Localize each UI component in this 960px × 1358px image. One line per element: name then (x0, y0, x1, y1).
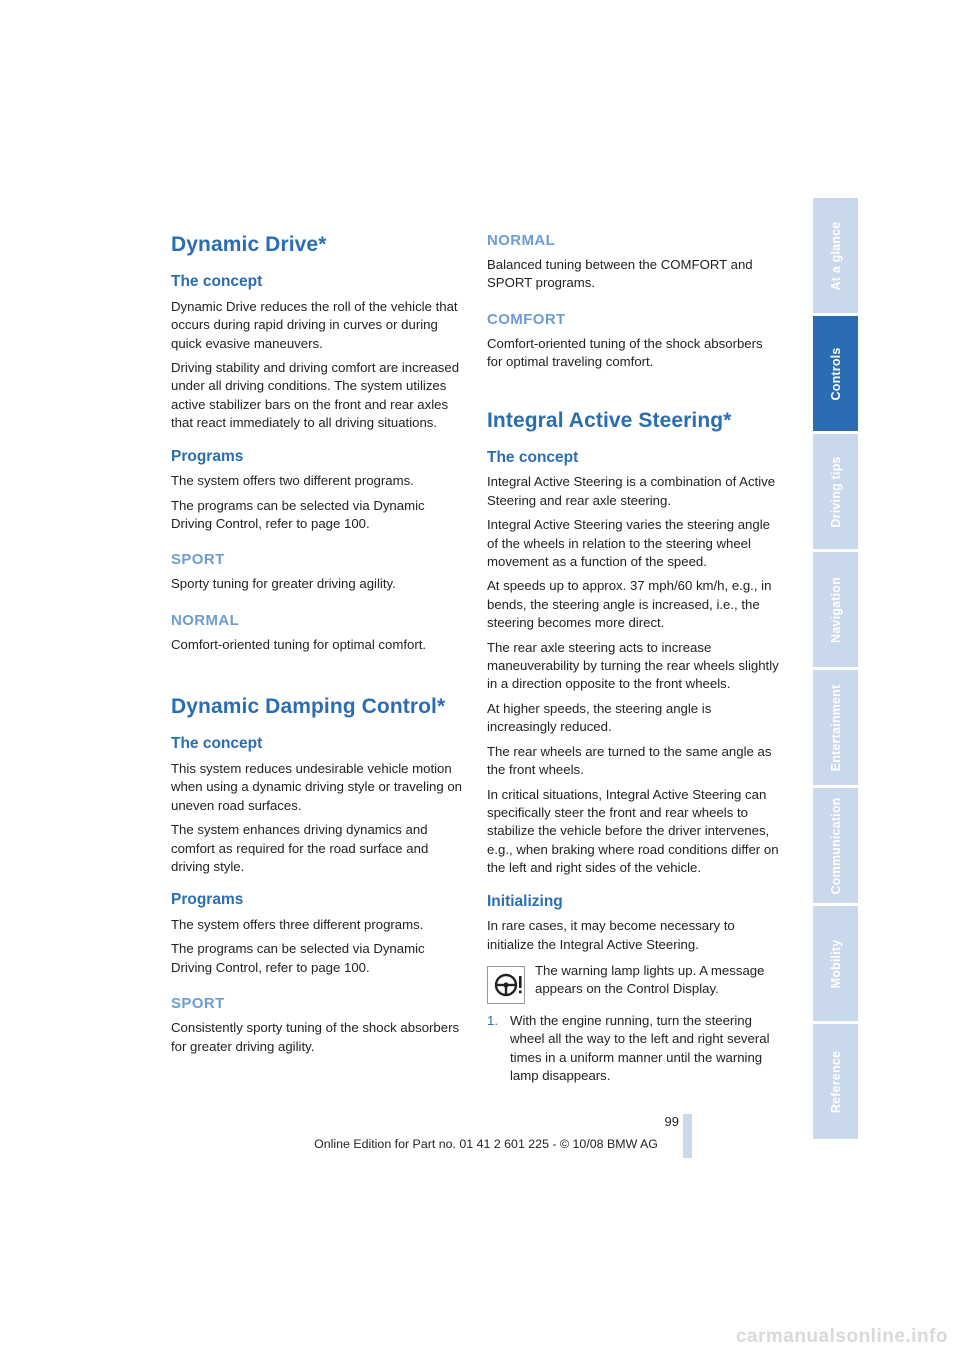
tab-label: Mobility (828, 939, 843, 988)
program-heading: NORMAL (487, 232, 556, 249)
paragraph: The rear axle steering acts to increase maneuverability by turning the rear wheels slightly in a direction opposite to the front wheels. (487, 639, 779, 692)
page-marker-bar (683, 1114, 692, 1158)
dynamic-drive-section (171, 232, 463, 654)
paragraph: Comfort-oriented tuning of the shock absorbers for optimal traveling comfort. (487, 335, 763, 370)
subsection-heading: The concept (171, 735, 263, 753)
subsection-heading: The concept (171, 273, 263, 291)
list-item (487, 1012, 779, 1086)
tab-at-a-glance[interactable] (813, 198, 858, 313)
footer-text: Online Edition for Part no. 01 41 2 601 225 - © 10/08 BMW AG (314, 1137, 658, 1151)
page-number: 99 (664, 1114, 679, 1129)
tab-reference[interactable] (813, 1024, 858, 1139)
paragraph: Consistently sporty tuning of the shock absorbers for greater driving agility. (171, 1020, 460, 1054)
tab-label: Controls (828, 347, 843, 400)
tab-label: Reference (828, 1050, 843, 1113)
normal-program (487, 232, 779, 293)
section-title: Dynamic Damping Control* (171, 695, 446, 719)
steering-warning-lamp-icon (487, 966, 525, 1004)
subsection-heading: Programs (171, 891, 244, 909)
program-heading: COMFORT (487, 310, 566, 328)
paragraph: The programs can be selected via Dynamic Driving Control, refer to page 100. (171, 497, 425, 532)
paragraph: In critical situations, Integral Active Steering can specifically steer the front and rear wheels to stabilize the vehicle before the driver intervenes, e.g., when braking where road conditions differ on the left and right sides of the vehicle. (487, 786, 779, 876)
paragraph: The system offers two different programs. (171, 473, 414, 489)
tab-label: Entertainment (828, 684, 843, 771)
integral-active-steering-section (487, 408, 779, 1086)
list-item-text: With the engine running, turn the steering wheel all the way to the left and right several times in a uniform manner until the warning lamp disappears. (510, 1012, 770, 1084)
paragraph: Dynamic Drive reduces the roll of the vehicle that occurs during rapid driving in curves or during quick evasive maneuvers. (171, 298, 458, 351)
paragraph: Integral Active Steering varies the steering angle of the wheels in relation to the steering wheel movement as a function of the speed. (487, 517, 770, 570)
paragraph: At speeds up to approx. 37 mph/60 km/h, e.g., in bends, the steering angle is increased, i.e., the steering becomes more direct. (487, 578, 772, 631)
tab-label: At a glance (828, 221, 843, 290)
tab-driving-tips[interactable] (813, 434, 858, 549)
section-title: Dynamic Drive* (171, 233, 327, 256)
paragraph: Sporty tuning for greater driving agility. (171, 576, 396, 592)
tab-entertainment[interactable] (813, 670, 858, 785)
subsection-heading: Programs (171, 447, 244, 465)
tab-communication[interactable] (813, 788, 858, 903)
tab-label: Communication (828, 796, 843, 895)
program-heading: SPORT (171, 995, 225, 1013)
warning-note (487, 962, 779, 1002)
paragraph: In rare cases, it may become necessary to initialize the Integral Active Steering. (487, 918, 735, 952)
program-heading: SPORT (171, 551, 225, 569)
tab-label: Navigation (828, 576, 843, 643)
paragraph: The system offers three different programs. (171, 917, 424, 933)
paragraph: Driving stability and driving comfort are increased under all driving conditions. The system utilizes active stabilizer bars on the front and rear axles that react immediately to all driving situations. (171, 360, 460, 431)
chapter-tabs (813, 198, 858, 1142)
subsection-heading: The concept (487, 448, 579, 466)
section-title: Integral Active Steering* (487, 408, 732, 432)
paragraph: Integral Active Steering is a combination of Active Steering and rear axle steering. (487, 474, 776, 508)
program-heading: NORMAL (171, 611, 240, 629)
paragraph: At higher speeds, the steering angle is increasingly reduced. (487, 700, 712, 735)
watermark: carmanualsonline.info (735, 1326, 948, 1347)
dynamic-damping-section (171, 694, 463, 1056)
paragraph: Comfort-oriented tuning for optimal comfort. (171, 636, 427, 652)
tab-navigation[interactable] (813, 552, 858, 667)
paragraph: The system enhances driving dynamics and comfort as required for the road surface and driving style. (171, 822, 429, 875)
steps-list (487, 1012, 779, 1086)
subsection-heading: Initializing (487, 892, 563, 910)
tab-label: Driving tips (828, 455, 843, 528)
paragraph: The rear wheels are turned to the same angle as the front wheels. (487, 743, 772, 778)
paragraph: The programs can be selected via Dynamic Driving Control, refer to page 100. (171, 941, 425, 975)
warning-text: The warning lamp lights up. A message appears on the Control Display. (535, 962, 765, 997)
left-column (171, 232, 463, 1056)
tab-mobility[interactable] (813, 906, 858, 1021)
right-column (487, 232, 779, 1086)
list-number: 1. (487, 1012, 498, 1028)
comfort-program (487, 311, 779, 372)
paragraph: Balanced tuning between the COMFORT and SPORT programs. (487, 257, 753, 291)
paragraph: This system reduces undesirable vehicle motion when using a dynamic driving style or traveling on uneven road surfaces. (171, 761, 463, 813)
tab-controls[interactable] (813, 316, 858, 431)
